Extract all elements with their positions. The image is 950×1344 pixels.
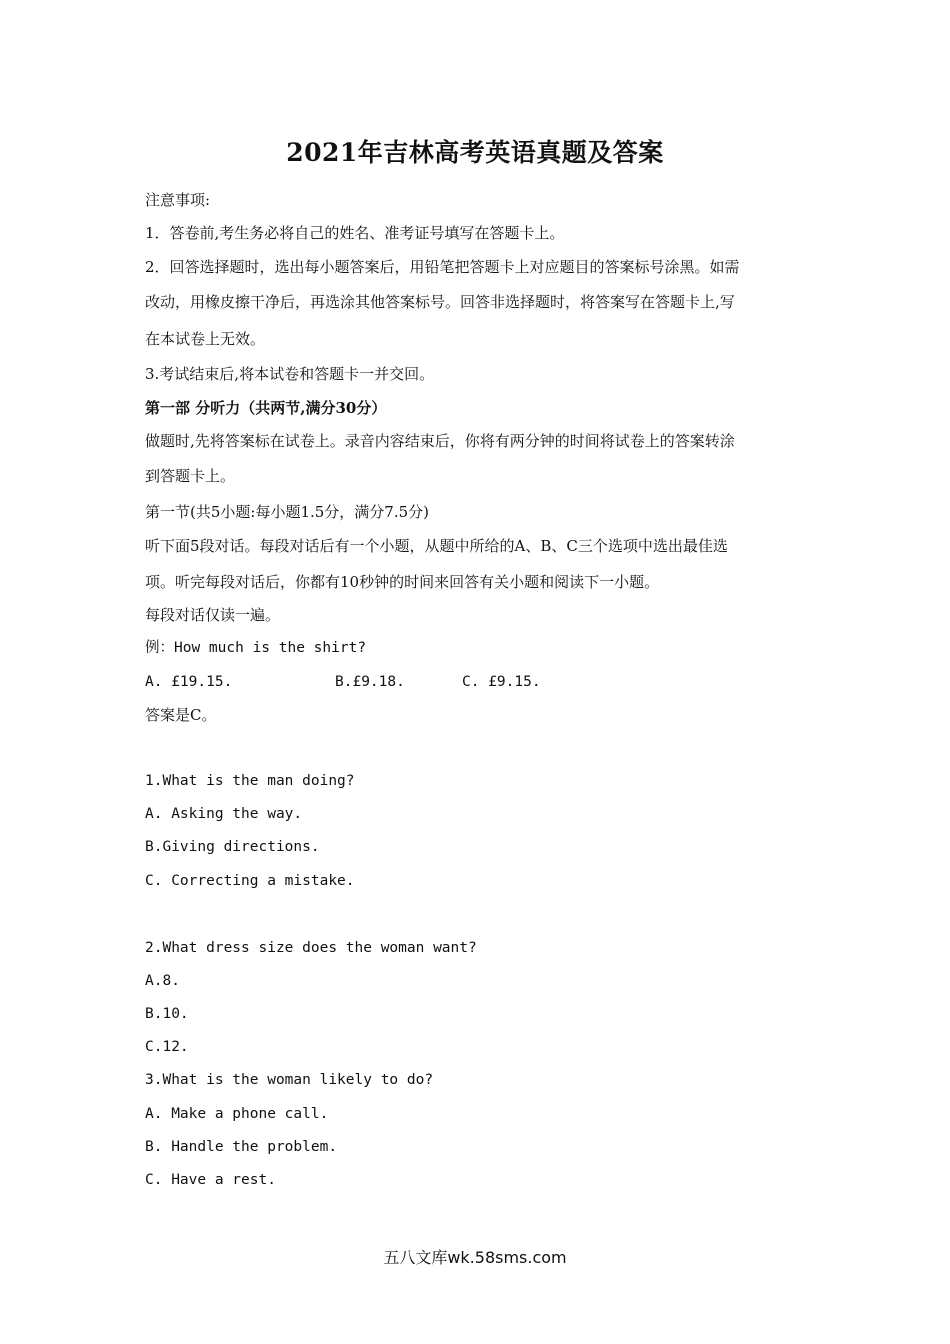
notice-heading: 注意事项: (145, 191, 211, 209)
question-1-option-a: A. Asking the way. (145, 806, 303, 822)
question-2-option-c: C.12. (145, 1039, 189, 1055)
example-answer: 答案是C。 (145, 706, 217, 724)
example-option-b: B.£9.18. (335, 674, 405, 690)
notice-item-2-line-3: 在本试卷上无效。 (145, 330, 266, 348)
notice-item-1: 1．答卷前,考生务必将自己的姓名、准考证号填写在答题卡上。 (145, 224, 565, 242)
notice-item-2-line-1: 2．回答选择题时，选出每小题答案后，用铅笔把答题卡上对应题目的答案标号涂黑。如需 (145, 258, 740, 276)
question-3-option-b: B. Handle the problem. (145, 1139, 338, 1155)
example-option-c: C. £9.15. (462, 674, 541, 690)
question-1: 1.What is the man doing? (145, 773, 355, 789)
notice-item-3: 3.考试结束后,将本试卷和答题卡一并交回。 (145, 365, 435, 383)
footer-watermark: 五八文库wk.58sms.com (383, 1248, 567, 1267)
question-1-option-c: C. Correcting a mistake. (145, 873, 355, 889)
part1-heading: 第一部 分听力（共两节,满分30分） (145, 399, 387, 417)
question-3-option-c: C. Have a rest. (145, 1172, 276, 1188)
section1-instruction-line-3: 每段对话仅读一遍。 (145, 606, 281, 624)
question-2-option-b: B.10. (145, 1006, 189, 1022)
part1-intro-line-1: 做题时,先将答案标在试卷上。录音内容结束后，你将有两分钟的时间将试卷上的答案转涂 (145, 432, 735, 450)
example-question: 例：How much is the shirt? (145, 640, 367, 656)
question-1-option-b: B.Giving directions. (145, 839, 320, 855)
question-2-option-a: A.8. (145, 973, 180, 989)
section1-instruction-line-1: 听下面5段对话。每段对话后有一个小题，从题中所给的A、B、C三个选项中选出最佳选 (145, 537, 728, 555)
question-3-option-a: A. Make a phone call. (145, 1106, 329, 1122)
notice-item-2-line-2: 改动，用橡皮擦干净后，再选涂其他答案标号。回答非选择题时，将答案写在答题卡上,写 (145, 293, 735, 311)
section1-heading: 第一节(共5小题:每小题1.5分，满分7.5分) (145, 503, 430, 521)
part1-intro-line-2: 到答题卡上。 (145, 467, 236, 485)
example-option-a: A. £19.15. (145, 674, 233, 690)
section1-instruction-line-2: 项。听完每段对话后，你都有10秒钟的时间来回答有关小题和阅读下一小题。 (145, 573, 660, 591)
question-2: 2.What dress size does the woman want? (145, 940, 477, 956)
document-title: 2021年吉林高考英语真题及答案 (286, 138, 664, 167)
example-options (145, 672, 835, 692)
question-3: 3.What is the woman likely to do? (145, 1072, 434, 1088)
